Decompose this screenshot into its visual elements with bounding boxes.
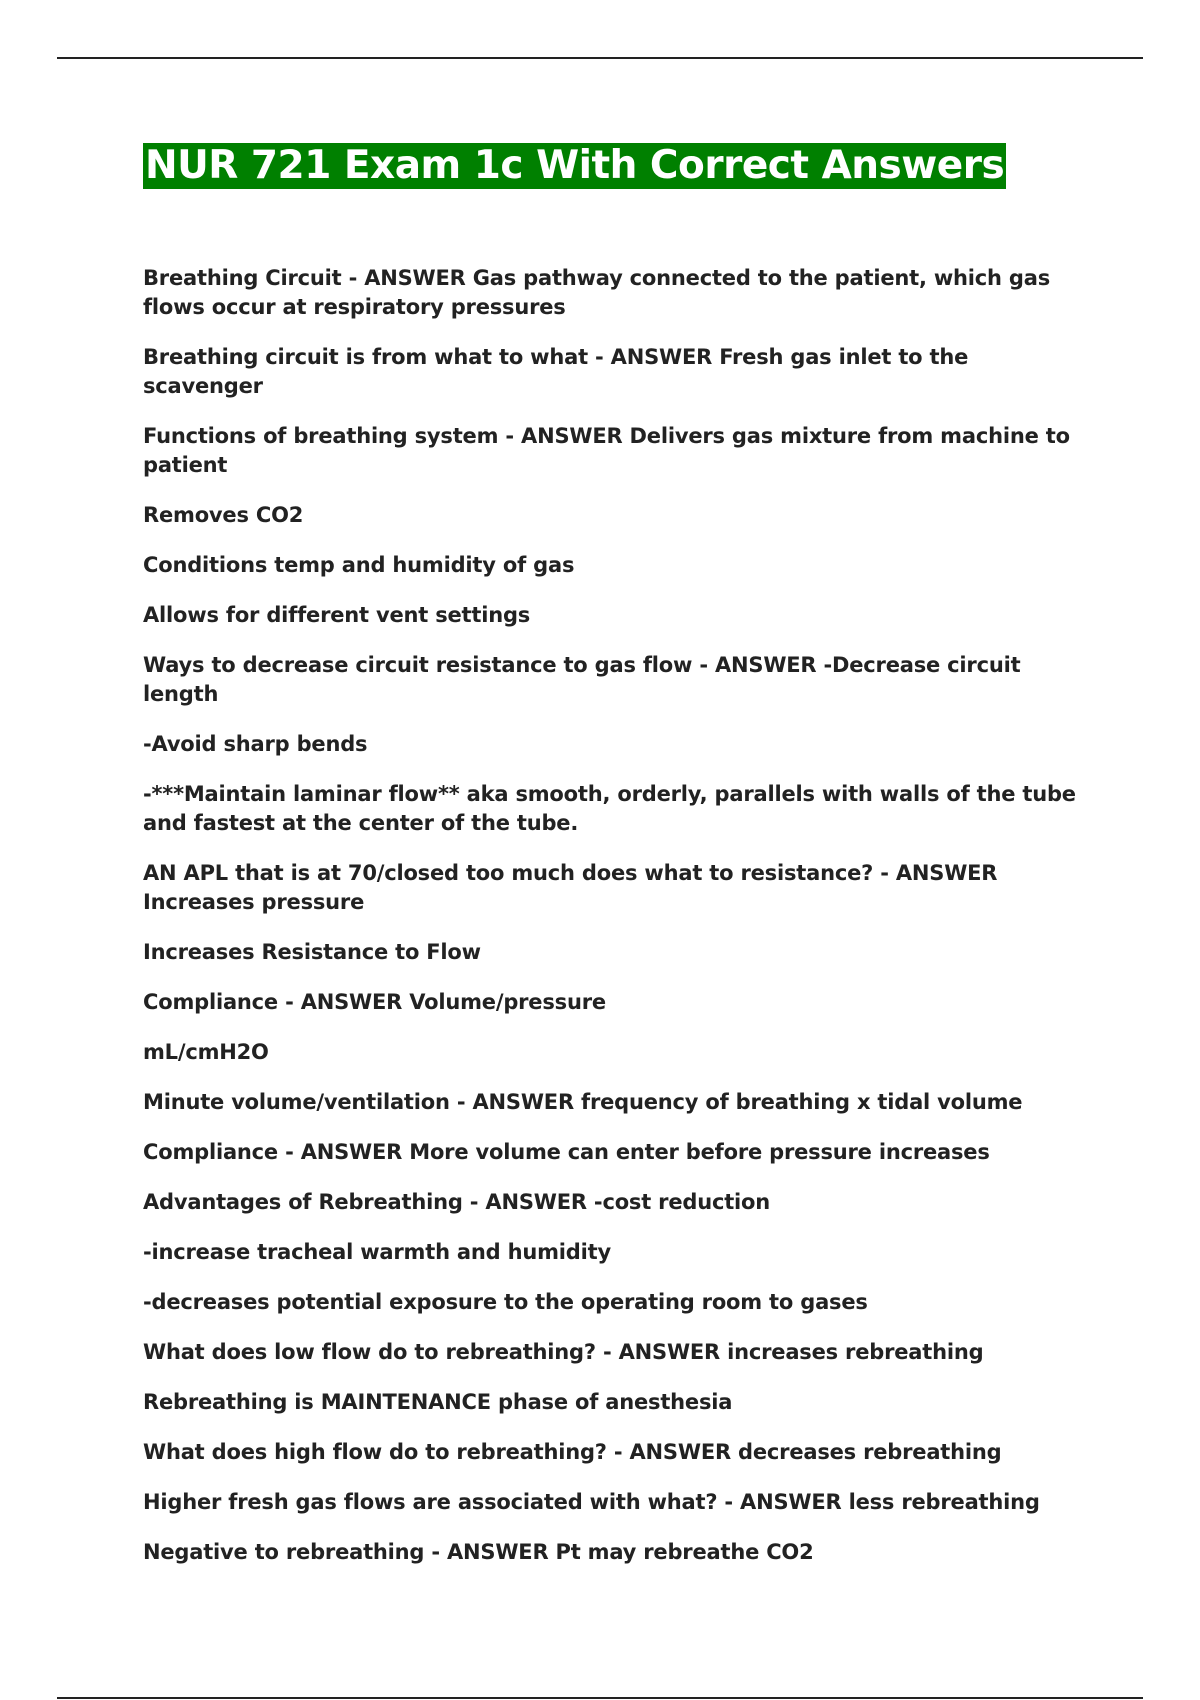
paragraph: -***Maintain laminar flow** aka smooth, orderly, parallels with walls of the tube and fastest at the center of the tube.	[143, 782, 1076, 835]
paragraph: Compliance - ANSWER Volume/pressure	[143, 990, 606, 1014]
paragraph: Conditions temp and humidity of gas	[143, 553, 575, 577]
paragraph: Ways to decrease circuit resistance to gas flow - ANSWER -Decrease circuit length	[143, 653, 1021, 706]
paragraph: Functions of breathing system - ANSWER Delivers gas mixture from machine to patient	[143, 424, 1070, 477]
paragraph: Rebreathing is MAINTENANCE phase of anesthesia	[143, 1390, 733, 1414]
paragraph: Allows for different vent settings	[143, 603, 531, 627]
document-body	[143, 264, 1083, 1588]
paragraph: AN APL that is at 70/closed too much does what to resistance? - ANSWER Increases pressure	[143, 861, 998, 914]
paragraph: Compliance - ANSWER More volume can enter before pressure increases	[143, 1140, 990, 1164]
bottom-rule	[57, 1697, 1143, 1699]
paragraph: Negative to rebreathing - ANSWER Pt may rebreathe CO2	[143, 1540, 814, 1564]
paragraph: mL/cmH2O	[143, 1040, 269, 1064]
paragraph: What does low flow do to rebreathing? - ANSWER increases rebreathing	[143, 1340, 984, 1364]
paragraph: Breathing circuit is from what to what - ANSWER Fresh gas inlet to the scavenger	[143, 345, 969, 398]
paragraph: Advantages of Rebreathing - ANSWER -cost reduction	[143, 1190, 771, 1214]
paragraph: Breathing Circuit - ANSWER Gas pathway connected to the patient, which gas flows occur at respiratory pressures	[143, 266, 1051, 319]
title-block	[143, 143, 1006, 189]
paragraph: Higher fresh gas flows are associated with what? - ANSWER less rebreathing	[143, 1490, 1040, 1514]
paragraph: Minute volume/ventilation - ANSWER frequency of breathing x tidal volume	[143, 1090, 1023, 1114]
paragraph: -Avoid sharp bends	[143, 732, 368, 756]
top-rule	[57, 57, 1143, 59]
paragraph: -decreases potential exposure to the operating room to gases	[143, 1290, 868, 1314]
document-title: NUR 721 Exam 1c With Correct Answers	[145, 143, 1005, 188]
paragraph: Removes CO2	[143, 503, 304, 527]
paragraph: -increase tracheal warmth and humidity	[143, 1240, 611, 1264]
paragraph: Increases Resistance to Flow	[143, 940, 481, 964]
paragraph: What does high flow do to rebreathing? - ANSWER decreases rebreathing	[143, 1440, 1002, 1464]
